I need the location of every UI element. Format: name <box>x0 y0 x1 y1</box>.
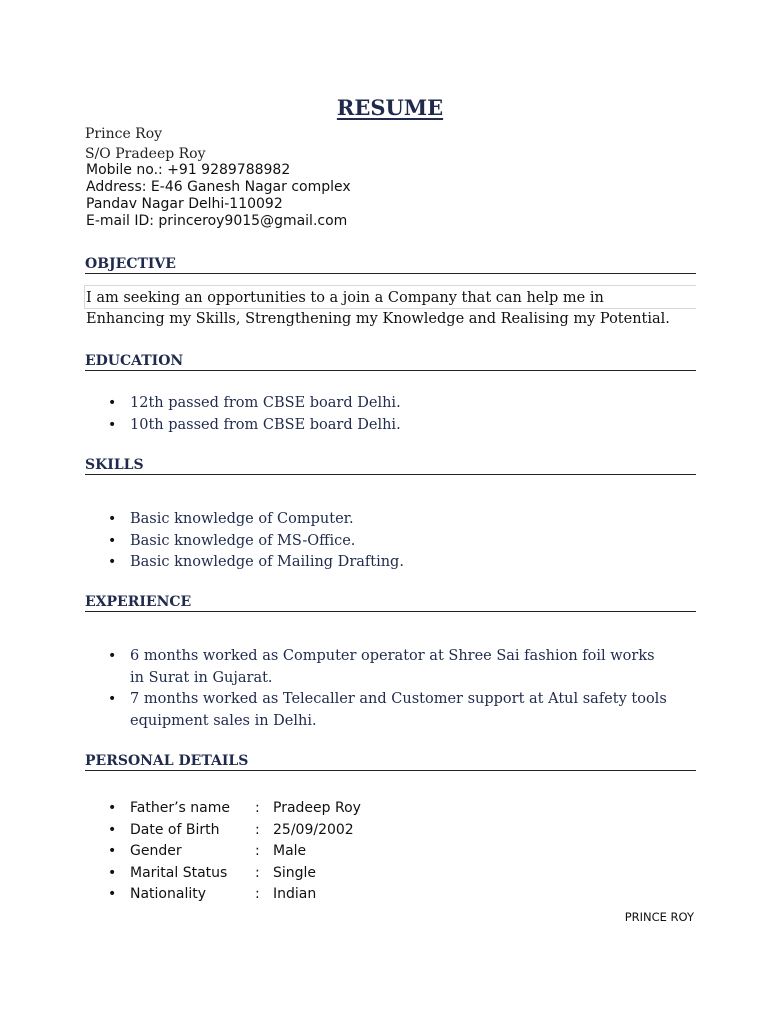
skills-heading: SKILLS <box>85 457 696 475</box>
footer-name: PRINCE ROY <box>624 910 694 924</box>
list-item: • Date of Birth : 25/09/2002 <box>0 820 361 842</box>
parent-name: S/O Pradeep Roy <box>85 146 206 162</box>
bullet-icon: • <box>108 416 117 433</box>
list-item: • 6 months worked as Computer operator at Shree Sai fashion foil works in Surat in Gujarat. <box>108 648 655 686</box>
bullet-icon: • <box>108 532 117 549</box>
list-item: • Basic knowledge of Computer. <box>0 509 404 531</box>
candidate-name: Prince Roy <box>85 126 163 142</box>
experience-list <box>0 646 670 732</box>
list-item: • 7 months worked as Telecaller and Customer support at Atul safety tools equipment sales in Delhi. <box>108 691 667 729</box>
bullet-icon: • <box>108 511 117 527</box>
list-item: • Marital Status : Single <box>0 863 361 885</box>
education-heading: EDUCATION <box>85 353 696 371</box>
bullet-icon: • <box>108 821 117 838</box>
mobile-number: Mobile no.: +91 9289788982 <box>86 162 291 178</box>
list-item: • Basic knowledge of MS-Office. <box>0 531 404 553</box>
bullet-icon: • <box>108 864 117 881</box>
education-list <box>0 393 401 436</box>
objective-heading: OBJECTIVE <box>85 256 696 274</box>
list-item: • Father’s name : Pradeep Roy <box>0 798 361 820</box>
bullet-icon: • <box>108 395 117 411</box>
bullet-icon: • <box>108 800 117 816</box>
address-line-2: Pandav Nagar Delhi-110092 <box>86 196 283 212</box>
list-item: • Basic knowledge of Mailing Drafting. <box>0 552 404 574</box>
list-item: • 12th passed from CBSE board Delhi. <box>0 393 401 415</box>
bullet-icon: • <box>108 843 117 859</box>
bullet-icon: • <box>108 554 117 570</box>
address-line-1: Address: E-46 Ganesh Nagar complex <box>86 179 351 195</box>
bullet-icon: • <box>108 691 117 707</box>
bullet-icon: • <box>108 648 117 664</box>
email-address: E-mail ID: princeroy9015@gmail.com <box>86 213 348 229</box>
personal-details-list <box>0 798 361 906</box>
resume-title: RESUME <box>336 95 444 120</box>
objective-text: I am seeking an opportunities to a join a Company that can help me in Enhancing my Skills, Strengthening my Knowledge and Realising my Potential. <box>86 290 670 327</box>
list-item: • Nationality : Indian <box>0 884 361 906</box>
personal-details-heading: PERSONAL DETAILS <box>85 753 696 771</box>
list-item: • 10th passed from CBSE board Delhi. <box>0 415 401 437</box>
skills-list <box>0 509 404 574</box>
experience-heading: EXPERIENCE <box>85 594 696 612</box>
bullet-icon: • <box>108 886 117 902</box>
list-item: • Gender : Male <box>0 841 361 863</box>
